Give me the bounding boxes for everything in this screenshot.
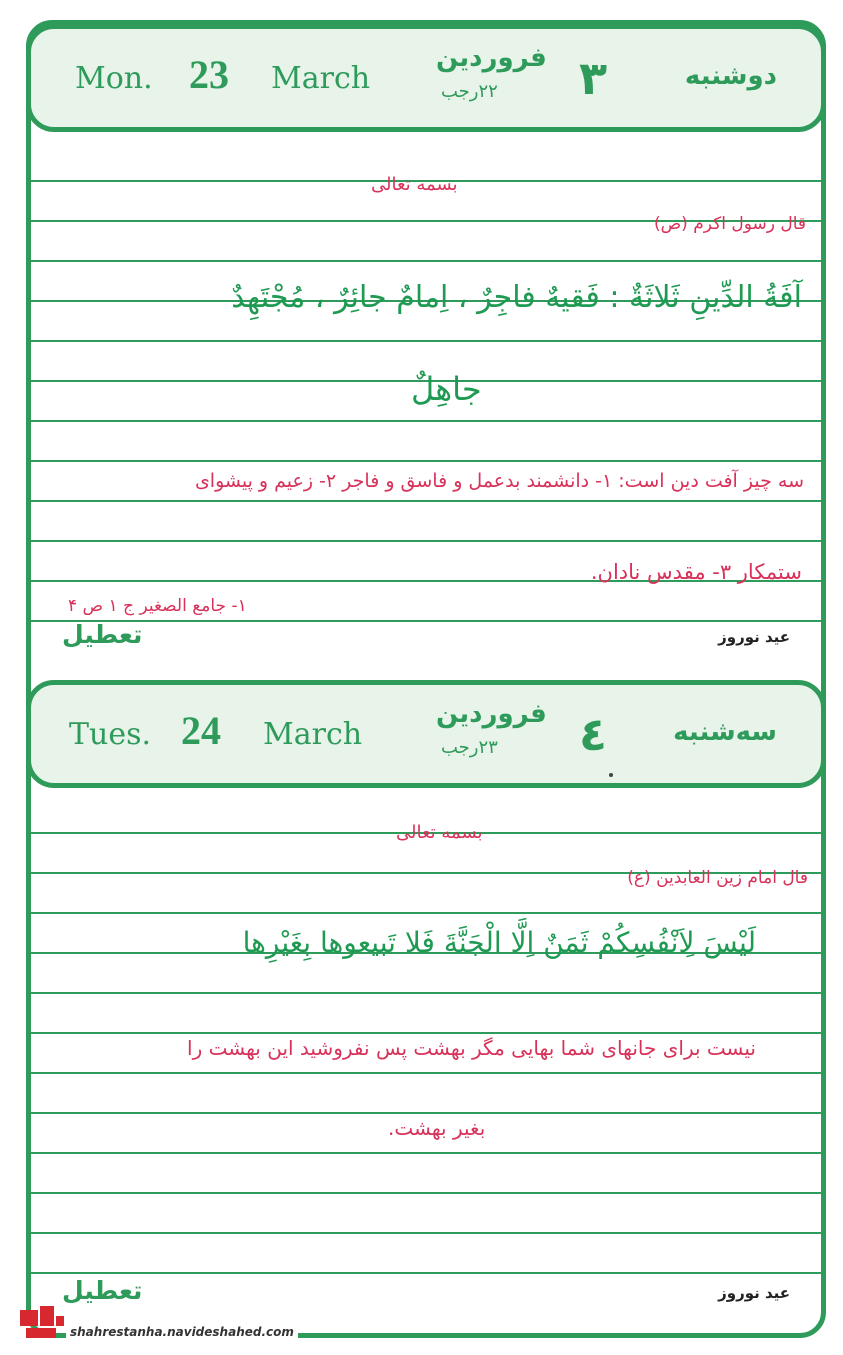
rule-line	[31, 1072, 821, 1074]
rule-line	[31, 420, 821, 422]
note-translation-line-1: سه چیز آفت دین است: ۱- دانشمند بدعمل و فاسق و فاجر ۲- زعیم و پیشوای	[194, 470, 804, 492]
solar-day-number: ٤	[579, 707, 608, 761]
month-english: March	[263, 717, 363, 752]
hijri-date: ۲۳رجب	[441, 737, 498, 758]
note-basmala: بسمه تعالی	[371, 174, 458, 195]
event-label: عید نوروز	[718, 628, 790, 646]
rule-line	[31, 340, 821, 342]
rule-line	[31, 1192, 821, 1194]
hijri-date: ۲۲رجب	[441, 81, 498, 102]
rule-line	[31, 1152, 821, 1154]
rule-line	[31, 620, 821, 622]
day-section-tuesday	[26, 680, 826, 1320]
note-translation-line-2: ستمکار ۳- مقدس نادان.	[590, 560, 802, 584]
rule-line	[31, 1112, 821, 1114]
rule-line	[31, 912, 821, 914]
day-header	[26, 24, 826, 132]
day-section-monday	[26, 24, 826, 674]
rule-line	[31, 1032, 821, 1034]
note-arabic-line-2: جاهِلٌ	[411, 370, 482, 408]
month-persian: فروردین	[436, 43, 547, 73]
event-label: عید نوروز	[718, 1284, 790, 1302]
weekday-english: Mon.	[75, 61, 153, 96]
weekday-persian: دوشنبه	[684, 61, 777, 91]
gregorian-day-number: 24	[181, 708, 221, 753]
weekday-persian: سه‌شنبه	[673, 717, 777, 747]
ink-dot	[609, 773, 613, 777]
rule-line	[31, 1232, 821, 1234]
note-basmala: بسمه تعالی	[396, 822, 483, 843]
note-arabic-line-1: آفَةُ الدِّینِ ثَلاثَةٌ : فَقیهٌ فاجِرٌ ، اِمامٌ جائِرٌ ، مُجْتَهِدٌ	[231, 280, 802, 315]
weekday-english: Tues.	[69, 717, 152, 752]
holiday-label: تعطیل	[62, 620, 143, 649]
rule-line	[31, 1272, 821, 1274]
rule-line	[31, 992, 821, 994]
note-arabic-line-1: لَیْسَ لِاَنْفُسِکُمْ ثَمَنٌ اِلَّا الْجَنَّةَ فَلا تَبیعوها بِغَیْرِها	[242, 926, 756, 959]
month-persian: فروردین	[436, 699, 547, 729]
holiday-label: تعطیل	[62, 1276, 143, 1305]
gregorian-day-number: 23	[189, 52, 229, 97]
solar-day-number: ۳	[579, 51, 608, 105]
note-translation-line-2: بغیر بهشت.	[388, 1116, 486, 1140]
day-header	[26, 680, 826, 788]
watermark-site-url: shahrestanha.navideshahed.com	[66, 1324, 298, 1340]
rule-line	[31, 460, 821, 462]
month-english: March	[271, 61, 371, 96]
rule-line	[31, 540, 821, 542]
navideshahed-logo-icon	[14, 1302, 68, 1346]
note-speaker: قال رسول اکرم (ص)	[654, 214, 806, 234]
note-reference: ۱- جامع الصغیر ج ۱ ص ۴	[68, 596, 247, 616]
rule-line	[31, 500, 821, 502]
site-watermark	[8, 1302, 294, 1346]
note-translation-line-1: نیست برای جانهای شما بهایی مگر بهشت پس نفروشید این بهشت را	[187, 1036, 756, 1060]
rule-line	[31, 260, 821, 262]
note-speaker: قال امام زین العابدین (ع)	[627, 868, 808, 888]
